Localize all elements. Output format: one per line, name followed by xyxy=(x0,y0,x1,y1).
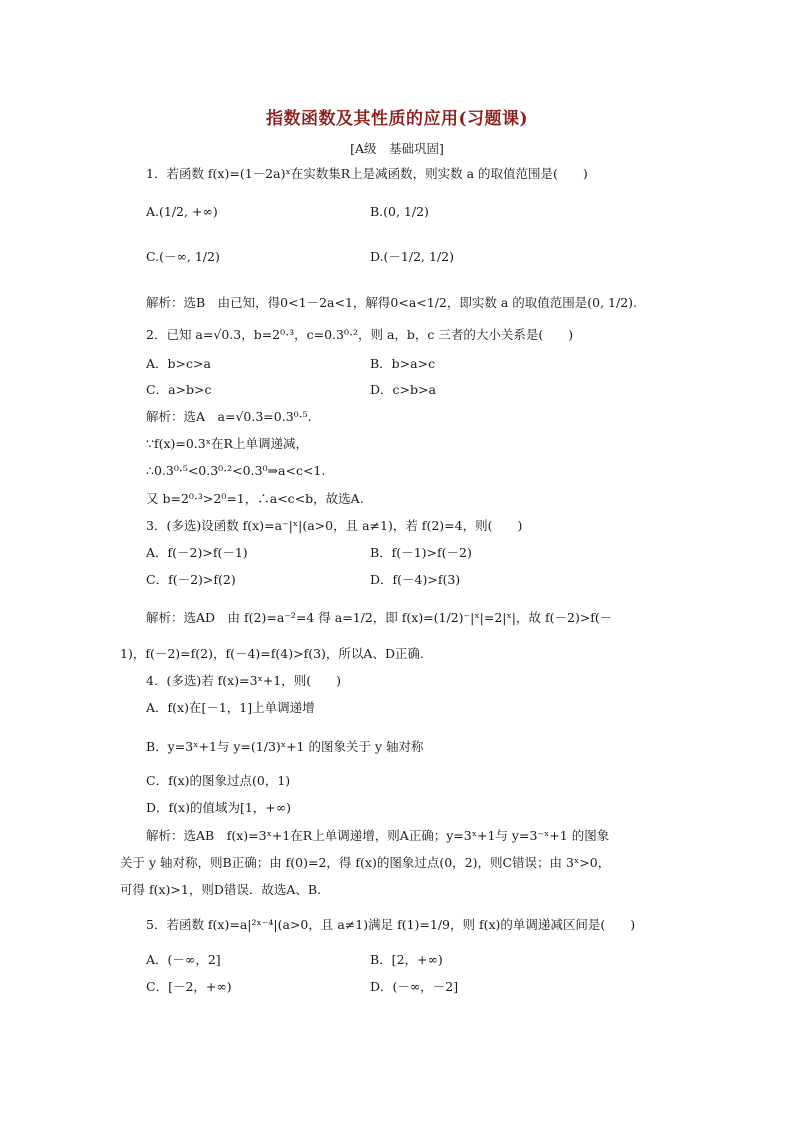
section-level: [A级 基础巩固] xyxy=(350,141,444,156)
q2-analysis-line3: ∴0.3⁰·⁵<0.3⁰·²<0.3⁰⇒a<c<1. xyxy=(146,463,326,478)
q4-option-d: D．f(x)的值域为[1，+∞) xyxy=(146,800,292,815)
q3-option-a: A．f(－2)>f(－1) xyxy=(146,545,248,560)
q2-option-a: A．b>c>a xyxy=(146,356,211,371)
q2-analysis-line2: ∵f(x)=0.3ˣ在R上单调递减， xyxy=(146,436,308,451)
q2-option-d: D．c>b>a xyxy=(370,382,436,397)
page-title: 指数函数及其性质的应用(习题课) xyxy=(265,109,529,129)
q3-analysis-line2: 1)，f(－2)=f(2)，f(－4)=f(4)>f(3)，所以A、D正确. xyxy=(120,646,424,661)
q4-stem: 4．(多选)若 f(x)=3ˣ+1，则( ) xyxy=(146,673,342,688)
q4-analysis-line1: 解析：选AB f(x)=3ˣ+1在R上单调递增，则A正确；y=3ˣ+1与 y=3⁻ˣ+1 的图象 xyxy=(146,828,610,843)
q5-stem: 5．若函数 f(x)=a|²ˣ⁻⁴|(a>0，且 a≠1)满足 f(1)=1/9，则 f(x)的单调递减区间是( ) xyxy=(146,917,636,932)
q5-option-a: A．(－∞，2] xyxy=(146,952,221,967)
q3-option-b: B．f(－1)>f(－2) xyxy=(370,545,472,560)
q3-option-c: C．f(－2)>f(2) xyxy=(146,572,236,587)
q5-option-b: B．[2，+∞) xyxy=(370,952,443,967)
q4-option-c: C．f(x)的图象过点(0，1) xyxy=(146,773,291,788)
q1-stem: 1．若函数 f(x)=(1－2a)ˣ在实数集R上是减函数，则实数 a 的取值范围是( ) xyxy=(146,166,588,181)
q4-option-a: A．f(x)在[－1，1]上单调递增 xyxy=(146,700,315,715)
q2-option-b: B．b>a>c xyxy=(370,356,436,371)
q2-stem: 2．已知 a=√0.3，b=2⁰·³，c=0.3⁰·²，则 a，b，c 三者的大小关系是( ) xyxy=(146,327,574,342)
q3-analysis-line1: 解析：选AD 由 f(2)=a⁻²=4 得 a=1/2，即 f(x)=(1/2)⁻|ˣ|=2|ˣ|，故 f(－2)>f(－ xyxy=(146,610,613,625)
q5-option-c: C．[－2，+∞) xyxy=(146,979,232,994)
q2-option-c: C．a>b>c xyxy=(146,382,212,397)
q3-option-d: D．f(－4)>f(3) xyxy=(370,572,461,587)
q5-option-d: D．(－∞，－2] xyxy=(370,979,459,994)
q1-option-a: A.(1/2, +∞) xyxy=(146,204,218,219)
q1-option-b: B.(0, 1/2) xyxy=(370,204,429,219)
q4-analysis-line2: 关于 y 轴对称，则B正确；由 f(0)=2，得 f(x)的图象过点(0，2)，则C错误；由 3ˣ>0， xyxy=(120,855,611,870)
q3-stem: 3．(多选)设函数 f(x)=a⁻|ˣ|(a>0，且 a≠1)，若 f(2)=4，则( ) xyxy=(146,518,523,533)
q4-option-b: B．y=3ˣ+1与 y=(1/3)ˣ+1 的图象关于 y 轴对称 xyxy=(146,739,424,754)
q2-analysis-line4: 又 b=2⁰·³>2⁰=1，∴a<c<b，故选A. xyxy=(146,491,364,506)
q2-analysis-line1: 解析：选A a=√0.3=0.3⁰·⁵. xyxy=(146,409,312,424)
q1-option-c: C.(－∞, 1/2) xyxy=(146,249,220,264)
q1-option-d: D.(－1/2, 1/2) xyxy=(370,249,454,264)
q4-analysis-line3: 可得 f(x)>1，则D错误．故选A、B. xyxy=(120,882,322,897)
q1-analysis: 解析：选B 由已知，得0<1－2a<1，解得0<a<1/2，即实数 a 的取值范围是(0, 1/2). xyxy=(146,295,638,310)
